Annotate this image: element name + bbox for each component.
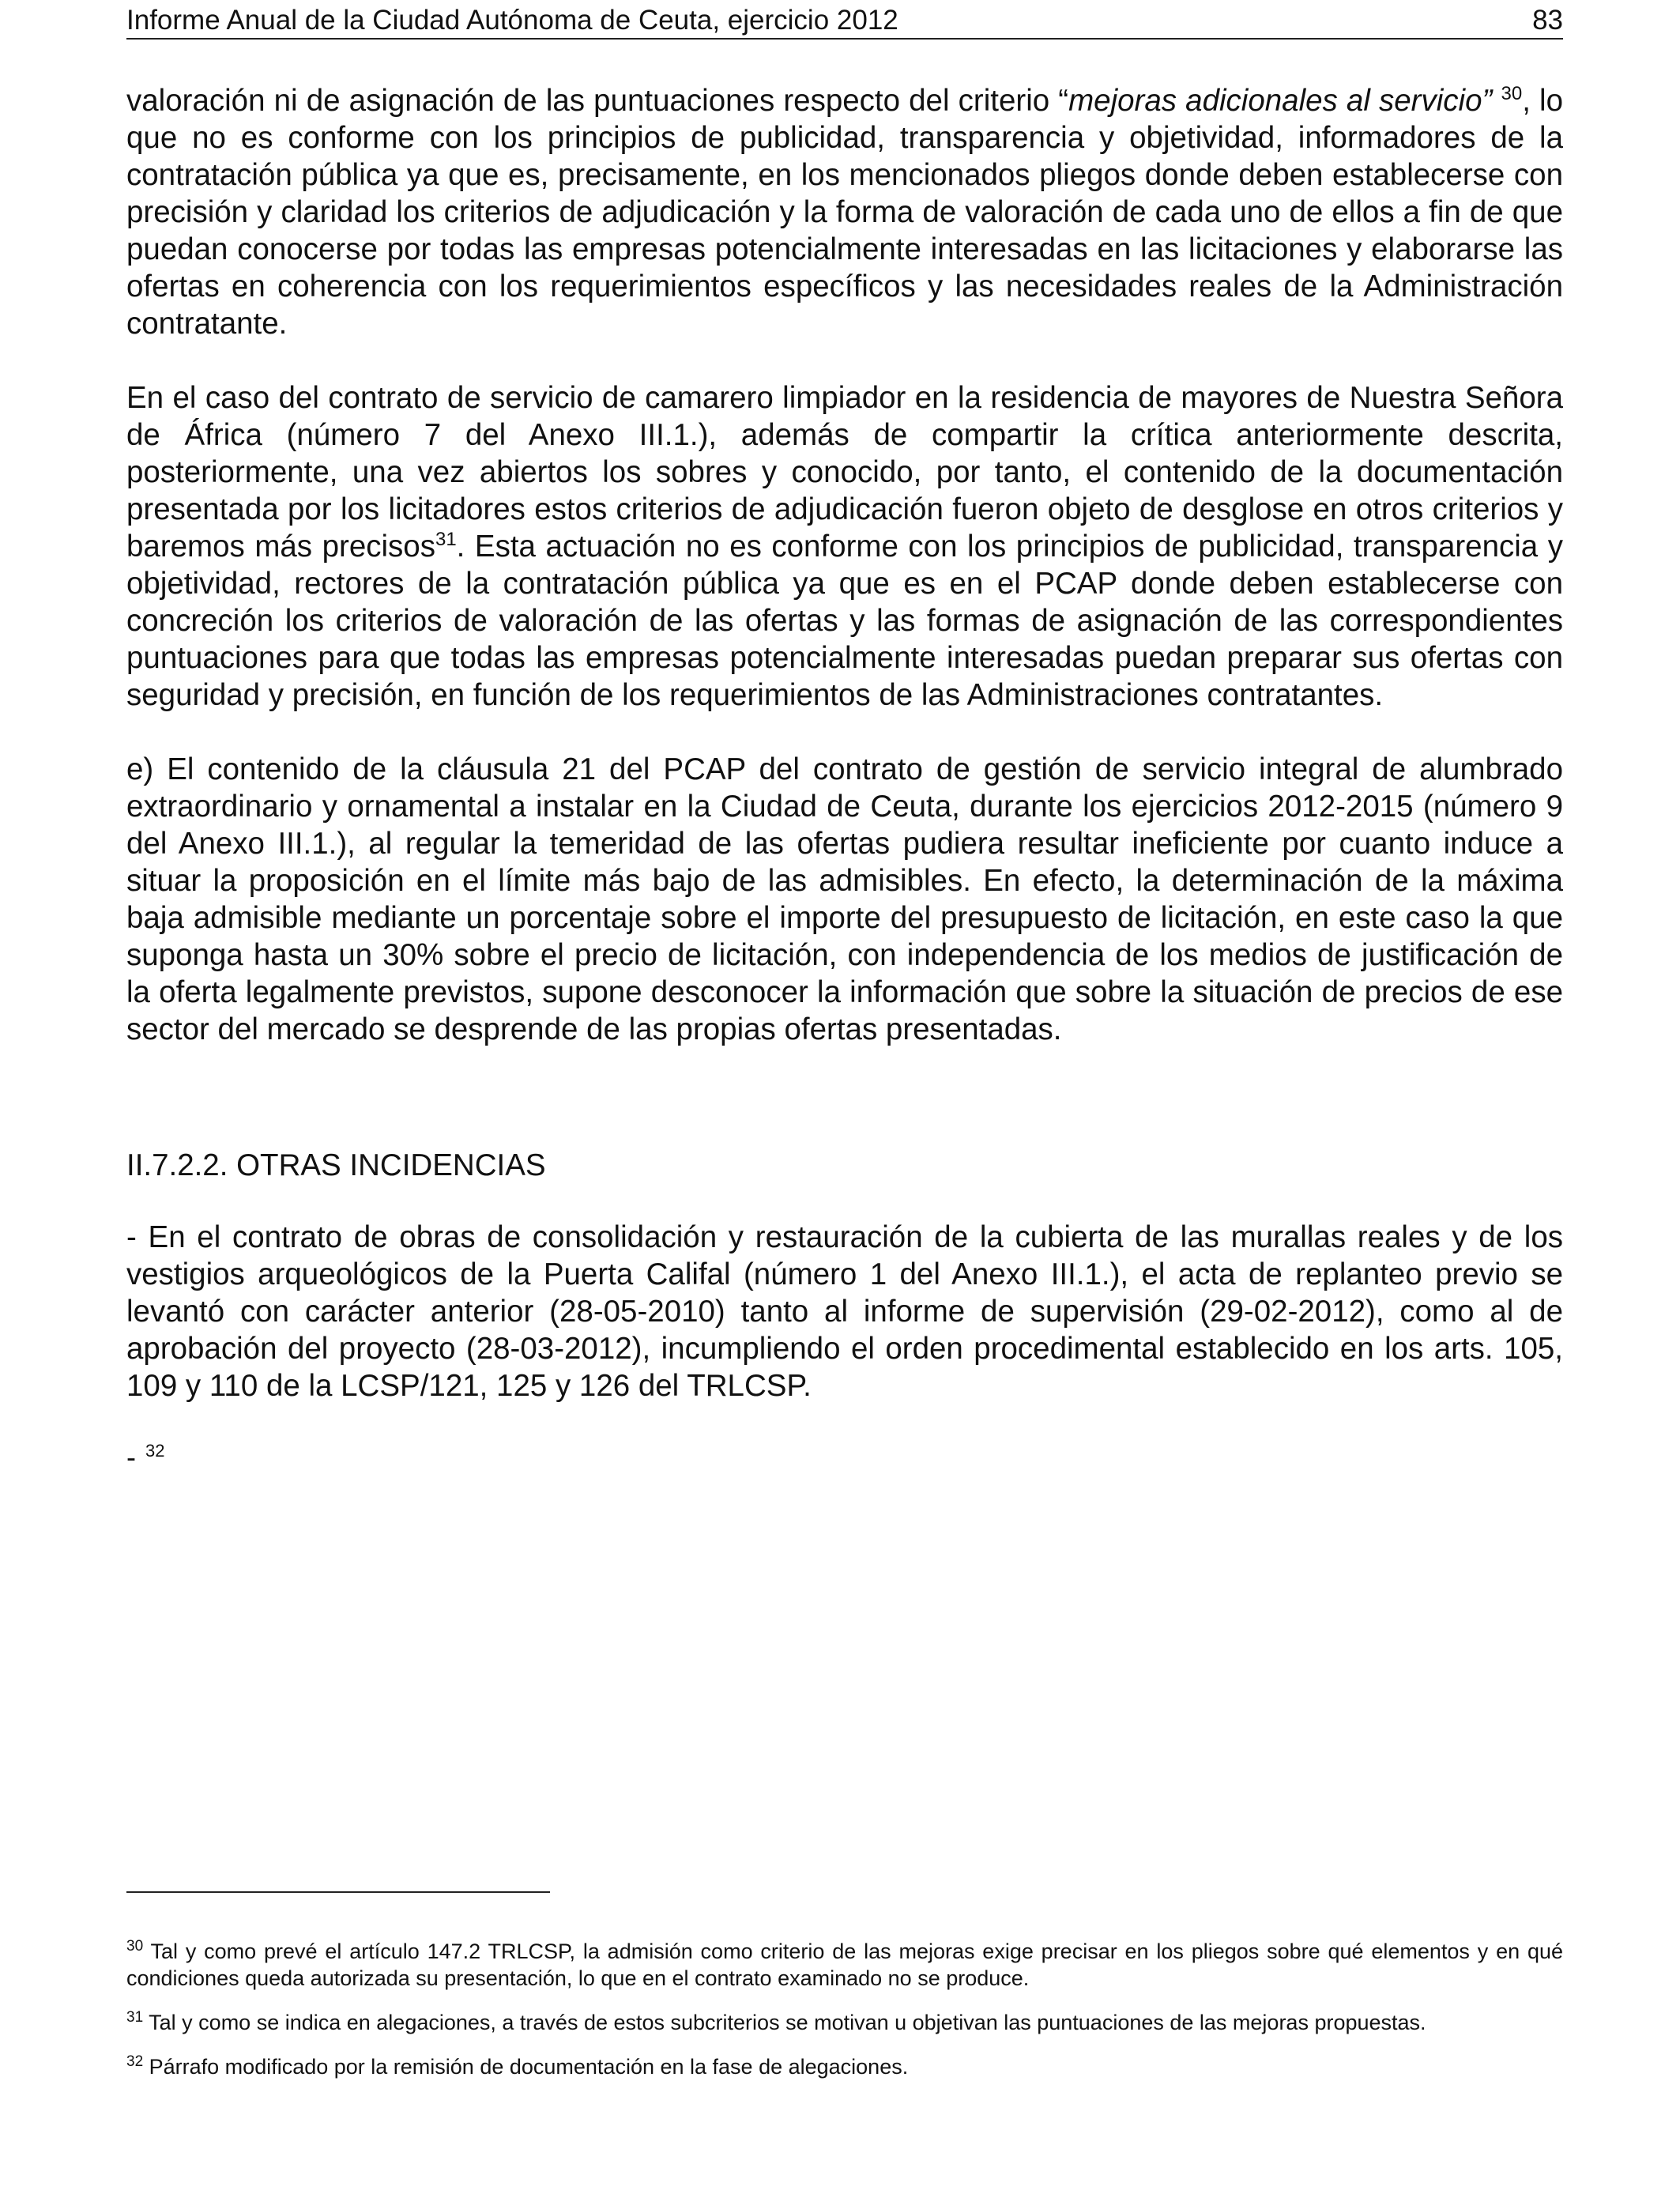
paragraph-camarero: [126, 379, 1563, 714]
footnote-ref-32[interactable]: 32: [145, 1441, 165, 1461]
footnote-ref-30[interactable]: 30: [1501, 83, 1523, 105]
section-heading: II.7.2.2. OTRAS INCIDENCIAS: [126, 1148, 546, 1182]
paragraph-alumbrado: e) El contenido de la cláusula 21 del PCAP del contrato de gestión de servicio integral de alumbrado extraordinario y ornamental a instalar en la Ciudad de Ceuta, durante los ejercicios 2012-2015 (número 9 del Anexo III.1.), al regular la temeridad de las ofertas pudiera resultar ineficiente por cuanto induce a situar la proposición en el límite más bajo de las admisibles. En efecto, la determinación de la máxima baja admisible mediante un porcentaje sobre el importe del presupuesto de licitación, en este caso la que suponga hasta un 30% sobre el precio de licitación, con independencia de los medios de justificación de la oferta legalmente previstos, supone desconocer la información que sobre la situación de precios de ese sector del mercado se desprende de las propias ofertas presentadas.: [126, 752, 1563, 1046]
paragraph-text: En el caso del contrato de servicio de camarero limpiador en la residencia de mayores de Nuestra Señora de África (número 7 del Anexo III.1.), además de compartir la crítica anteriormente descrita, posteriormente, una vez abiertos los sobres y conocido, por tanto, el contenido de la documentación presentada por los licitadores estos criterios de adjudicación fueron objeto de desglose en otros criterios y baremos más precisos: [126, 381, 1563, 564]
footnote-31: [126, 2009, 1563, 2036]
footnote-text: Tal y como prevé el artículo 147.2 TRLCSP, la admisión como criterio de las mejoras exige precisar en los pliegos sobre qué elementos y en qué condiciones queda autorizada su presentación, lo que en el contrato examinado no se produce.: [126, 1940, 1563, 1990]
italic-quote: mejoras adicionales al servicio”: [1068, 84, 1493, 118]
footnote-number: 31: [126, 2009, 144, 2026]
paragraph-text: valoración ni de asignación de las puntuaciones respecto del criterio “: [126, 84, 1069, 118]
footnote-text: Párrafo modificado por la remisión de documentación en la fase de alegaciones.: [143, 2055, 909, 2079]
footnote-text: Tal y como se indica en alegaciones, a través de estos subcriterios se motivan u objetivan las puntuaciones de las mejoras propuestas.: [143, 2011, 1426, 2034]
paragraph-mejoras: [126, 82, 1563, 342]
dash: -: [126, 1441, 136, 1473]
footnotes: [126, 1938, 1563, 2098]
paragraph-text: , lo que no es conforme con los principios de publicidad, transparencia y objetividad, informadores de la contratación pública ya que es, precisamente, en los mencionados pliegos donde deben establecerse con precisión y claridad los criterios de adjudicación y la forma de valoración de cada uno de ellos a fin de que puedan conocerse por todas las empresas potencialmente interesadas en las licitaciones y elaborarse las ofertas en coherencia con los requerimientos específicos y las necesidades reales de la Administración contratante.: [126, 84, 1563, 341]
paragraph-murallas: - En el contrato de obras de consolidación y restauración de la cubierta de las murallas reales y de los vestigios arqueológicos de la Puerta Califal (número 1 del Anexo III.1.), el acta de replanteo previo se levantó con carácter anterior (28-05-2010) tanto al informe de supervisión (29-02-2012), como al de aprobación del proyecto (28-03-2012), incumpliendo el orden procedimental establecido en los arts. 105, 109 y 110 de la LCSP/121, 125 y 126 del TRLCSP.: [126, 1220, 1563, 1403]
footnote-30: [126, 1938, 1563, 1992]
footnote-separator: [126, 1891, 550, 1893]
paragraph-text: . Esta actuación no es conforme con los principios de publicidad, transparencia y objetividad, rectores de la contratación pública ya que es en el PCAP donde deben establecerse con concreción los criterios de valoración de las ofertas y las formas de asignación de las correspondientes puntuaciones para que todas las empresas potencialmente interesadas puedan preparar sus ofertas con seguridad y precisión, en función de los requerimientos de las Administraciones contratantes.: [126, 530, 1564, 712]
removed-paragraph-marker: [126, 1442, 1563, 1473]
header-title: Informe Anual de la Ciudad Autónoma de Ceuta, ejercicio 2012: [126, 5, 898, 36]
footnote-32: [126, 2053, 1563, 2080]
page-header: [126, 3, 1563, 40]
footnote-number: 32: [126, 2053, 144, 2070]
footnote-number: 30: [126, 1938, 144, 1955]
document-body: [126, 82, 1563, 1473]
footnote-ref-31[interactable]: 31: [435, 529, 457, 551]
page-number: 83: [1532, 5, 1563, 36]
